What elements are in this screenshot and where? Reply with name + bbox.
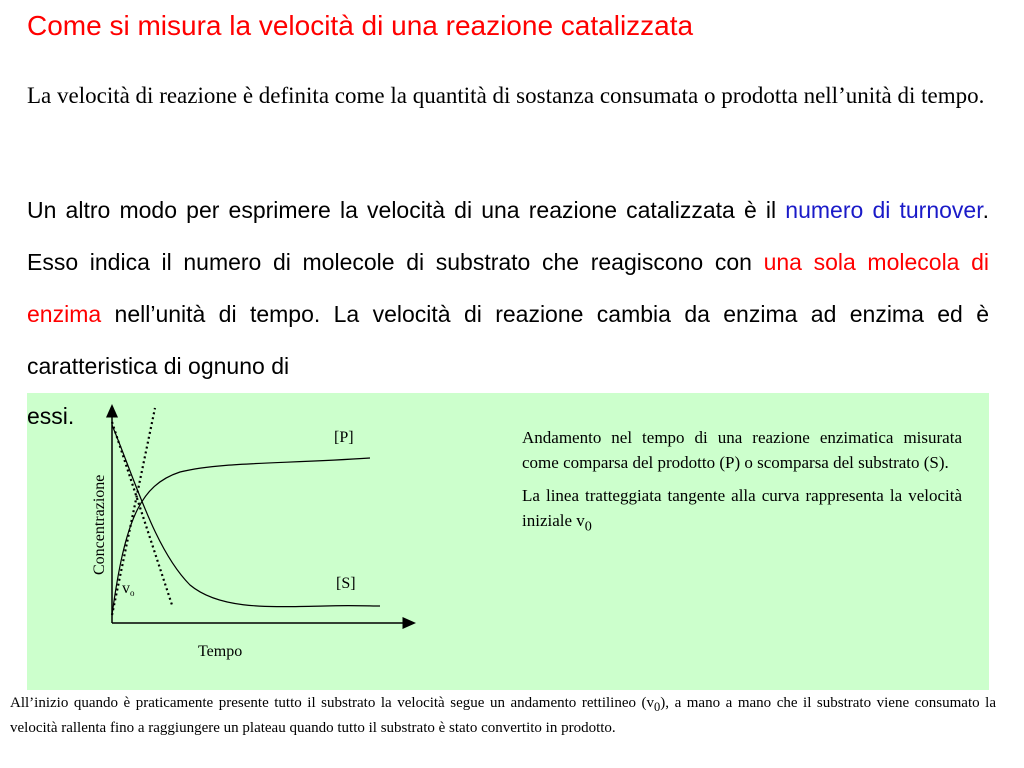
slide-title: Come si misura la velocità di una reazione catalizzata (27, 10, 694, 41)
initial-velocity-label (122, 580, 135, 598)
bottom-note (10, 693, 996, 739)
turnover-text-4: essi. (27, 403, 75, 429)
caption-p2-sub: 0 (584, 518, 592, 535)
substrate-label: [S] (336, 575, 356, 592)
product-label: [P] (334, 429, 354, 446)
turnover-text-1: Un altro modo per esprimere la velocità di una reazione catalizzata è il (27, 197, 786, 223)
substrate-tangent (112, 422, 172, 605)
initial-velocity-sub: o (130, 588, 135, 598)
enzyme-term: una sola molecola di enzima (27, 249, 990, 327)
bottom-text-2: ), a mano a mano che il substrato viene consumato la velocità rallenta fino a raggiungere un plateau quando tutto il substrato è stato convertito in prodotto. (10, 695, 996, 736)
product-tangent (112, 408, 155, 615)
product-curve (112, 458, 370, 615)
turnover-term: numero di turnover (785, 197, 983, 223)
caption-paragraph-2 (522, 483, 962, 539)
bottom-sub: 0 (654, 700, 661, 714)
kinetics-chart (80, 400, 420, 670)
figure-caption (522, 425, 962, 547)
definition-paragraph: La velocità di reazione è definita come la quantità di sostanza consumata o prodotta nell’unità di tempo. (27, 83, 985, 108)
caption-p2-text: La linea tratteggiata tangente alla curva rappresenta la velocità iniziale v (522, 486, 962, 530)
bottom-text-1: All’inizio quando è praticamente presente tutto il substrato la velocità segue un andamento rettilineo (v (10, 695, 655, 711)
initial-velocity-v: v (122, 580, 130, 597)
turnover-text-2: . Esso indica il numero di molecole di substrato che reagiscono con (27, 197, 989, 275)
turnover-text-3: nell’unità di tempo. La velocità di reazione cambia da enzima ad enzima ed è caratteristica di ognuno di (27, 301, 989, 379)
x-axis-label: Tempo (198, 643, 243, 660)
y-axis-label: Concentrazione (91, 474, 108, 575)
caption-paragraph-1: Andamento nel tempo di una reazione enzimatica misurata come comparsa del prodotto (P) o scomparsa del substrato (S). (522, 428, 962, 472)
turnover-paragraph (27, 184, 989, 392)
